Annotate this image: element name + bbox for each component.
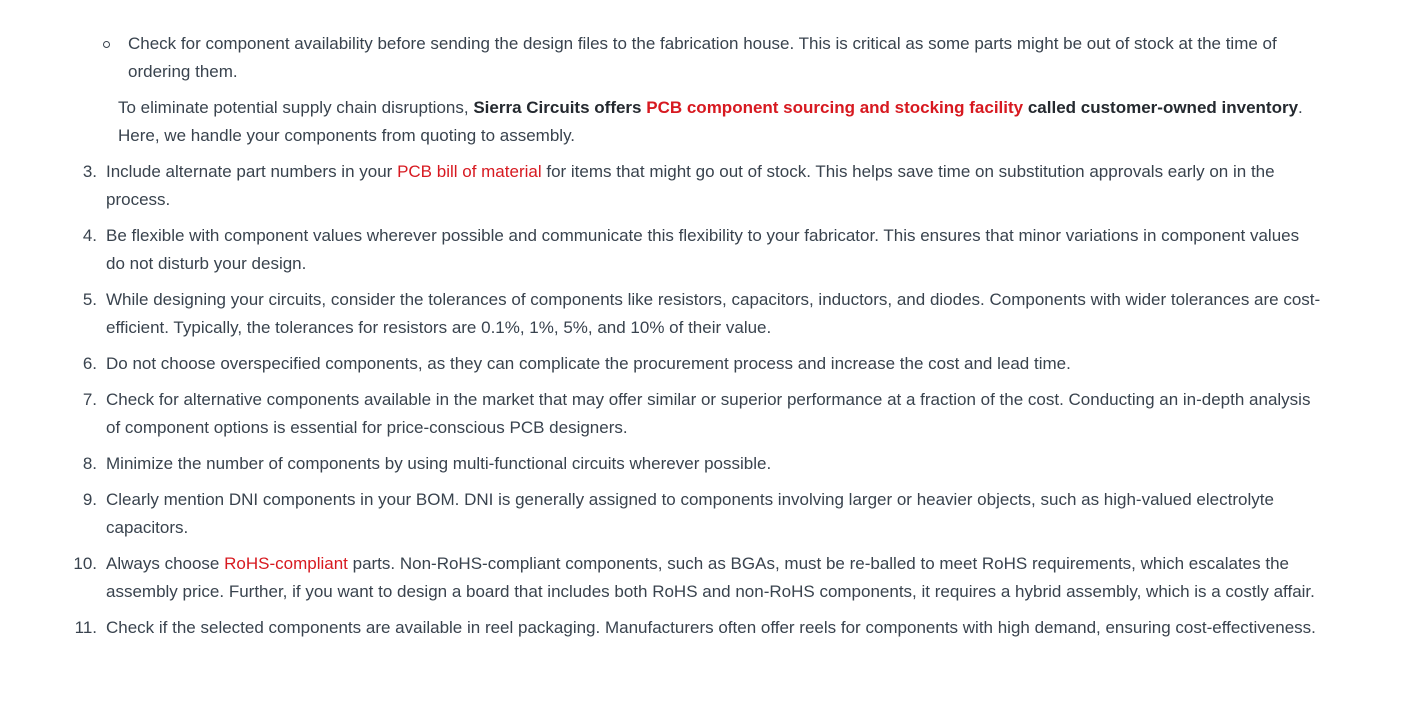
list-item-number: 10. (73, 554, 97, 573)
text-segment: for items that might go out of stock. This helps save time on substitution approvals early on in the process. (106, 162, 1275, 209)
list-item-number: 3. (82, 162, 97, 181)
inline-link[interactable]: RoHS-compliant (224, 554, 348, 573)
text-segment: Clearly mention DNI components in your BOM. DNI is generally assigned to components involving larger or heavier objects, such as high-valued electrolyte capacitors. (106, 490, 1274, 537)
text-segment: While designing your circuits, consider the tolerances of components like resistors, capacitors, inductors, and diodes. Components with wider tolerances are cost-efficient. Typically, the tolerances for resistors are 0.1%, 1%, 5%, and 10% of their value. (106, 290, 1321, 337)
list-item (0, 222, 1402, 278)
text-segment: Be flexible with component values wherever possible and communicate this flexibility to your fabricator. This ensures that minor variations in component values do not disturb your design. (106, 226, 1300, 273)
text-segment: Always choose (106, 554, 225, 573)
text-segment: Sierra Circuits offers (473, 98, 647, 117)
text-segment: Include alternate part numbers in your (106, 162, 398, 181)
list-item-number: 9. (82, 490, 97, 509)
list-item-number: 6. (82, 354, 97, 373)
bullet-circle-icon (103, 41, 110, 48)
list-item (0, 450, 1402, 478)
inline-link[interactable]: PCB component sourcing and stocking facility (646, 98, 1024, 117)
list-item-text (106, 614, 1322, 642)
list-item-text (106, 486, 1322, 542)
list-item-text (106, 158, 1322, 214)
text-segment: Check if the selected components are available in reel packaging. Manufacturers often offer reels for components with high demand, ensuring cost-effectiveness. (106, 618, 1316, 637)
text-segment: Do not choose overspecified components, as they can complicate the procurement process and increase the cost and lead time. (106, 354, 1071, 373)
list-item-number: 5. (82, 290, 97, 309)
text-segment: . Here, we handle your components from quoting to assembly. (118, 98, 1303, 145)
text-segment: called customer-owned inventory (1023, 98, 1299, 117)
list-item (0, 386, 1402, 442)
intro-paragraph (118, 94, 1330, 150)
bullet-item (103, 30, 1402, 86)
list-item-number: 7. (82, 390, 97, 409)
text-segment: Check for alternative components available in the market that may offer similar or superior performance at a fraction of the cost. Conducting an in-depth analysis of component options is essential for price-conscious PCB designers. (106, 390, 1311, 437)
list-item-text (106, 350, 1322, 378)
list-item-text (106, 222, 1322, 278)
list-item (0, 550, 1402, 606)
list-item (0, 286, 1402, 342)
list-item-number: 11. (74, 618, 97, 637)
text-segment: Minimize the number of components by using multi-functional circuits wherever possible. (106, 454, 772, 473)
numbered-list (0, 158, 1402, 642)
text-segment: To eliminate potential supply chain disruptions, (118, 98, 474, 117)
inline-link[interactable]: PCB bill of material (397, 162, 542, 181)
list-item-number: 4. (82, 226, 97, 245)
list-item (0, 614, 1402, 642)
list-item-number: 8. (82, 454, 97, 473)
list-item-text (106, 286, 1322, 342)
text-segment: Check for component availability before sending the design files to the fabrication house. This is critical as some parts might be out of stock at the time of ordering them. (128, 34, 1277, 81)
list-item-text (106, 450, 1322, 478)
list-item (0, 350, 1402, 378)
list-item (0, 158, 1402, 214)
text-segment: parts. Non-RoHS-compliant components, such as BGAs, must be re-balled to meet RoHS requirements, which escalates the assembly price. Further, if you want to design a board that includes both RoHS and non-RoHS components, it requires a hybrid assembly, which is a costly affair. (106, 554, 1315, 601)
list-item-text (106, 386, 1322, 442)
list-item (0, 486, 1402, 542)
list-item-text (106, 550, 1322, 606)
bullet-item-text (128, 30, 1313, 86)
